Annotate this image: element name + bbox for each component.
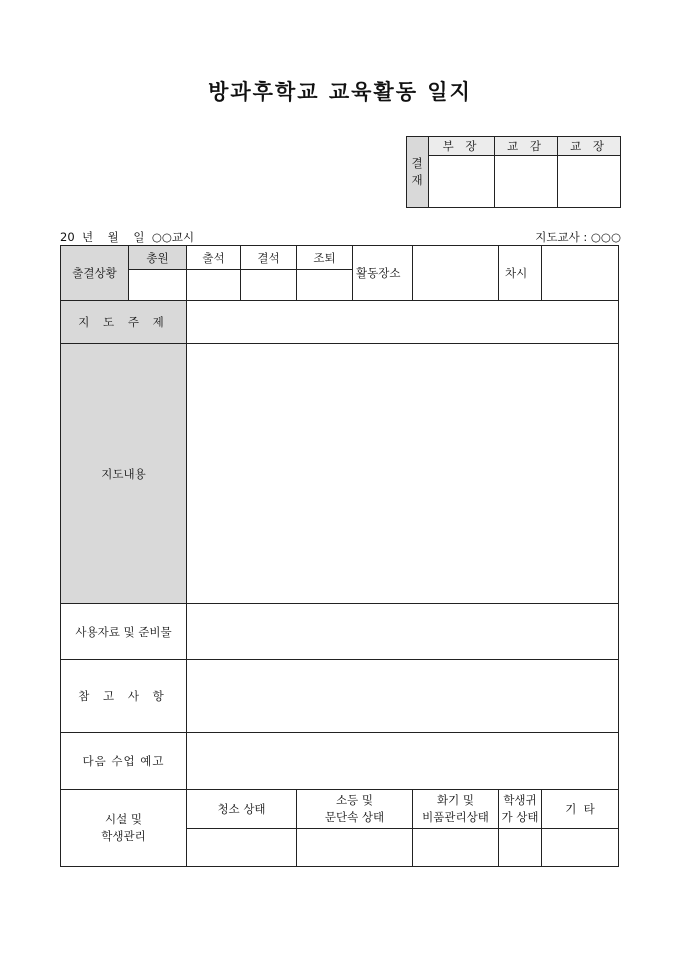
approval-sign-dept-head[interactable] (429, 156, 495, 208)
page-title: 방과후학교 교육활동 일지 (208, 79, 472, 104)
attendance-label: 출결상황 (61, 246, 129, 301)
next-class-field[interactable] (187, 733, 619, 790)
fire-equipment-status-field[interactable] (413, 829, 499, 867)
notes-label: 참 고 사 항 (61, 660, 187, 733)
approval-header-principal: 교 장 (558, 137, 621, 156)
notes-field[interactable] (187, 660, 619, 733)
lights-locking-status-header: 소등 및 문단속 상태 (297, 790, 413, 829)
approval-header-vice-principal: 교 감 (495, 137, 558, 156)
facility-label (61, 790, 187, 867)
approval-sign-principal[interactable] (558, 156, 621, 208)
teacher-line: 지도교사 : ○○○ (535, 230, 621, 244)
other-field[interactable] (542, 829, 619, 867)
student-return-status-header: 학생귀가 상태 (499, 790, 542, 829)
fire-equipment-status-header: 화기 및 비품관리상태 (413, 790, 499, 829)
next-class-label: 다음 수업 예고 (61, 733, 187, 790)
approval-label-2: 재 (411, 173, 424, 187)
approval-table (406, 136, 621, 208)
log-table (60, 245, 619, 867)
approval-header-dept-head: 부 장 (429, 137, 495, 156)
attendance-absent-field[interactable] (241, 270, 297, 301)
attendance-early-leave-field[interactable] (297, 270, 353, 301)
student-return-status-field[interactable] (499, 829, 542, 867)
attendance-absent-header: 결석 (241, 246, 297, 270)
place-label: 활동장소 (353, 246, 413, 301)
session-field[interactable] (542, 246, 619, 301)
attendance-total-field[interactable] (129, 270, 187, 301)
content-field[interactable] (187, 344, 619, 604)
attendance-total-header: 총원 (129, 246, 187, 270)
attendance-early-leave-header: 조퇴 (297, 246, 353, 270)
session-label: 차시 (499, 246, 542, 301)
date-line: 20 년 월 일 ○○교시 (60, 230, 195, 244)
content-label: 지도내용 (61, 344, 187, 604)
materials-label: 사용자료 및 준비물 (61, 604, 187, 660)
topic-label: 지 도 주 제 (61, 301, 187, 344)
place-field[interactable] (413, 246, 499, 301)
topic-field[interactable] (187, 301, 619, 344)
approval-label-1: 결 (411, 156, 424, 170)
approval-label (407, 137, 429, 208)
materials-field[interactable] (187, 604, 619, 660)
attendance-present-field[interactable] (187, 270, 241, 301)
approval-sign-vice-principal[interactable] (495, 156, 558, 208)
lights-locking-status-field[interactable] (297, 829, 413, 867)
facility-label-1: 시설 및 (105, 812, 142, 826)
facility-label-2: 학생관리 (101, 829, 146, 843)
attendance-present-header: 출석 (187, 246, 241, 270)
cleaning-status-field[interactable] (187, 829, 297, 867)
cleaning-status-header: 청소 상태 (187, 790, 297, 829)
other-header: 기 타 (542, 790, 619, 829)
